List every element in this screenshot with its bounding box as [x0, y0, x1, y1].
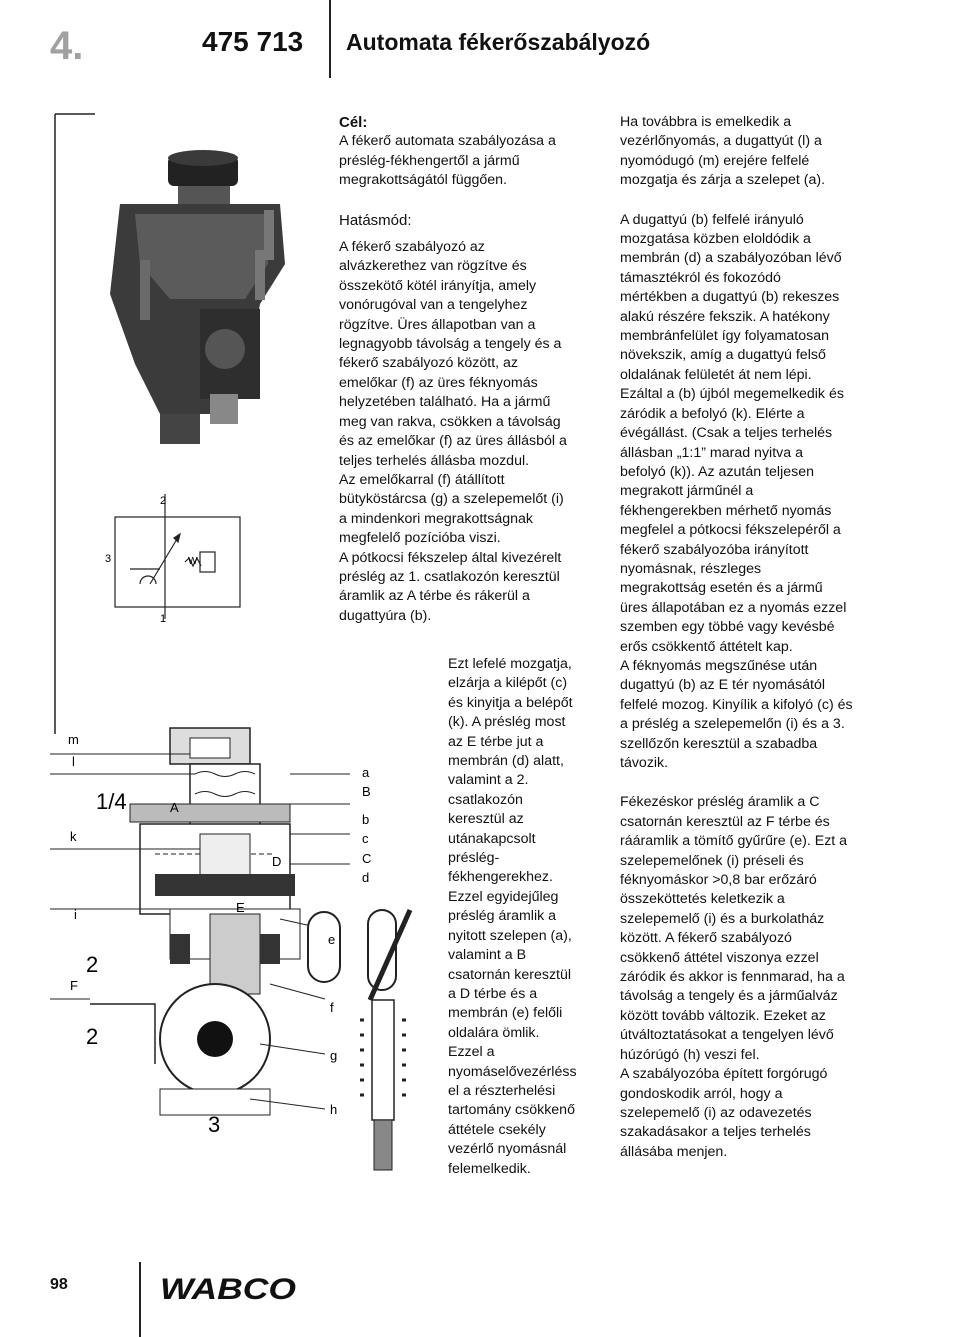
label-d: d — [362, 870, 370, 885]
label-C: C — [362, 851, 372, 866]
label-A: A — [170, 800, 179, 815]
function-heading: Hatásmód: — [339, 211, 412, 229]
label-a: a — [362, 765, 370, 780]
label-k: k — [70, 829, 77, 844]
label-port-2b: 2 — [86, 1024, 99, 1049]
schematic-port-2: 2 — [160, 495, 167, 507]
label-c: c — [362, 831, 369, 846]
label-B: B — [362, 784, 371, 799]
label-F: F — [70, 978, 78, 993]
middle-narrow-column — [448, 655, 603, 1179]
header-divider — [329, 0, 331, 78]
right-column — [620, 113, 900, 1162]
chapter-number: 4. — [50, 24, 84, 68]
label-h: h — [330, 1102, 338, 1117]
label-D: D — [272, 854, 282, 869]
schematic-port-3: 3 — [105, 553, 112, 565]
label-g: g — [330, 1048, 338, 1063]
document-number: 475 713 — [202, 26, 304, 57]
narrow-text: Ezt lefelé mozgatja, elzárja a kilépőt (c) és kinyitja a belépőt (k). A préslég most az E térbe jut a membrán (d) alatt, valamint a 2. csatlakozón keresztül az utánakapcsolt préslég- fékhengerekhez. Ezzel egyidejűleg préslég áramlik a nyitott szelepen (a), valamint a B csatornán keresztül a D térbe és a membrán (e) felőli oldalára ömlik. Ezzel a nyomáselővezérléss el a részterhelési tartomány csökkenő áttétele csekély vezérlő nyomásnál felemelkedik. — [448, 656, 577, 1177]
schematic-port-1: 1 — [160, 613, 167, 625]
label-quarter: 1/4 — [96, 789, 127, 814]
label-f: f — [330, 1000, 334, 1015]
label-i: i — [74, 907, 77, 922]
logo-text: WABCO — [160, 1273, 296, 1306]
pneumatic-schematic — [115, 494, 240, 619]
right-paragraph-2: A dugattyú (b) felfelé irányuló mozgatása közben eloldódik a membrán (d) a szabályozóban lévő támasztékról és fokozódó mértékben a dugattyú (b) rekeszes alakú részére fekszik. A hatékony membránfelület így folyamatosan növekszik, amíg a dugattyú felső oldalának felületét át nem lépi. Ezáltal a (b) újból megemelkedik és záródik a befolyó (k). Elérte a évégállást. (Csak a teljes terhelés állásban „1:1” marad nyitva a befolyó (k)). Az azután teljesen megrakott járműnél a fékhengerekben mérhető nyomás megfelel a pótkocsi fékszelepéről a fékerő szabályozóba irányított nyomásnak, részleges megrakottság esetén és a jármű üres állapotában ez a nyomás ezzel szemben egy többé vagy kevésbé erős csökkentő áttételt kap. A féknyomás megszűnése után dugattyú (b) az E tér nyomásától felfelé mozog. Kinyílik a kifolyó (c) és a préslég a szelepemelőn (i) és a 3. szellőzőn keresztül a szabadba távozik. — [620, 211, 853, 771]
label-m: m — [68, 732, 79, 747]
label-b: b — [362, 812, 370, 827]
middle-column — [339, 113, 609, 626]
cross-section-diagram — [50, 728, 350, 1115]
product-photo-frame — [55, 114, 95, 734]
label-e: e — [328, 932, 336, 947]
label-l: l — [72, 754, 75, 769]
right-paragraph-3: Fékezéskor préslég áramlik a C csatornán keresztül az F térbe és rááramlik a tömítő gyűrűre (e). Ezt a szelepemelőnek (i) préseli és féknyomáskor >0,8 bar erőzáró összeköttetés keletkezik a szelepemelő (i) és a burkolatház között. A fékerő szabályozó csökkenő áttétel viszonya ezzel záródik és akkor is fennmarad, ha a távolság a tengely és a járműalváz között tovább változik. Ezeket az útváltoztatásokat a tengelyen lévő húzórúgó (h) veszi fel. A szabályozóba épített forgórugó gondoskodik arról, hogy a szelepemelő (i) az odavezetés szakadásakor a teljes terhelés állásába menjen. — [620, 794, 848, 1160]
goal-text: A fékerő automata szabályozása a préslég-fékhengertől a jármű megrakottságától függően. — [339, 133, 556, 189]
page-title: Automata fékerőszabályozó — [346, 29, 651, 55]
diagram-lever — [330, 750, 430, 1180]
right-paragraph-1: Ha továbbra is emelkedik a vezérlőnyomás, a dugattyút (l) a nyomódugó (m) erejére felfelé mozgatja és zárja a szelepet (a). — [620, 114, 826, 189]
label-port-3: 3 — [208, 1112, 221, 1137]
figure-panel — [50, 114, 338, 1172]
valve-photo — [110, 150, 285, 444]
schematic-spring: W — [188, 556, 198, 567]
footer-divider — [139, 1262, 141, 1337]
goal-heading: Cél: — [339, 114, 368, 131]
page-number: 98 — [50, 1276, 68, 1293]
label-E: E — [236, 900, 245, 915]
function-text: A fékerő szabályozó az alvázkerethez van rögzítve és összekötő kötél irányítja, amely vonórugóval van a tengelyhez rögzítve. Üres állapotban van a legnagyobb távolság a tengely és a fékerő szabályozó között, az emelőkar (f) az üres féknyomás helyzetében található. Ha a jármű meg van rakva, csökken a távolság és az emelőkar (f) az üres állásból a teljes terhelés állásba mozdul. Az emelőkarral (f) átállított bütyköstárcsa (g) a szelepemelőt (i) a mindenkori megrakottságnak megfelelő pozícióba viszi. A pótkocsi fékszelep által kivezérelt préslég az 1. csatlakozón keresztül áramlik az A térbe és rákerül a dugattyúra (b). — [339, 239, 567, 624]
wabco-logo — [160, 1272, 300, 1306]
label-port-2a: 2 — [86, 952, 99, 977]
